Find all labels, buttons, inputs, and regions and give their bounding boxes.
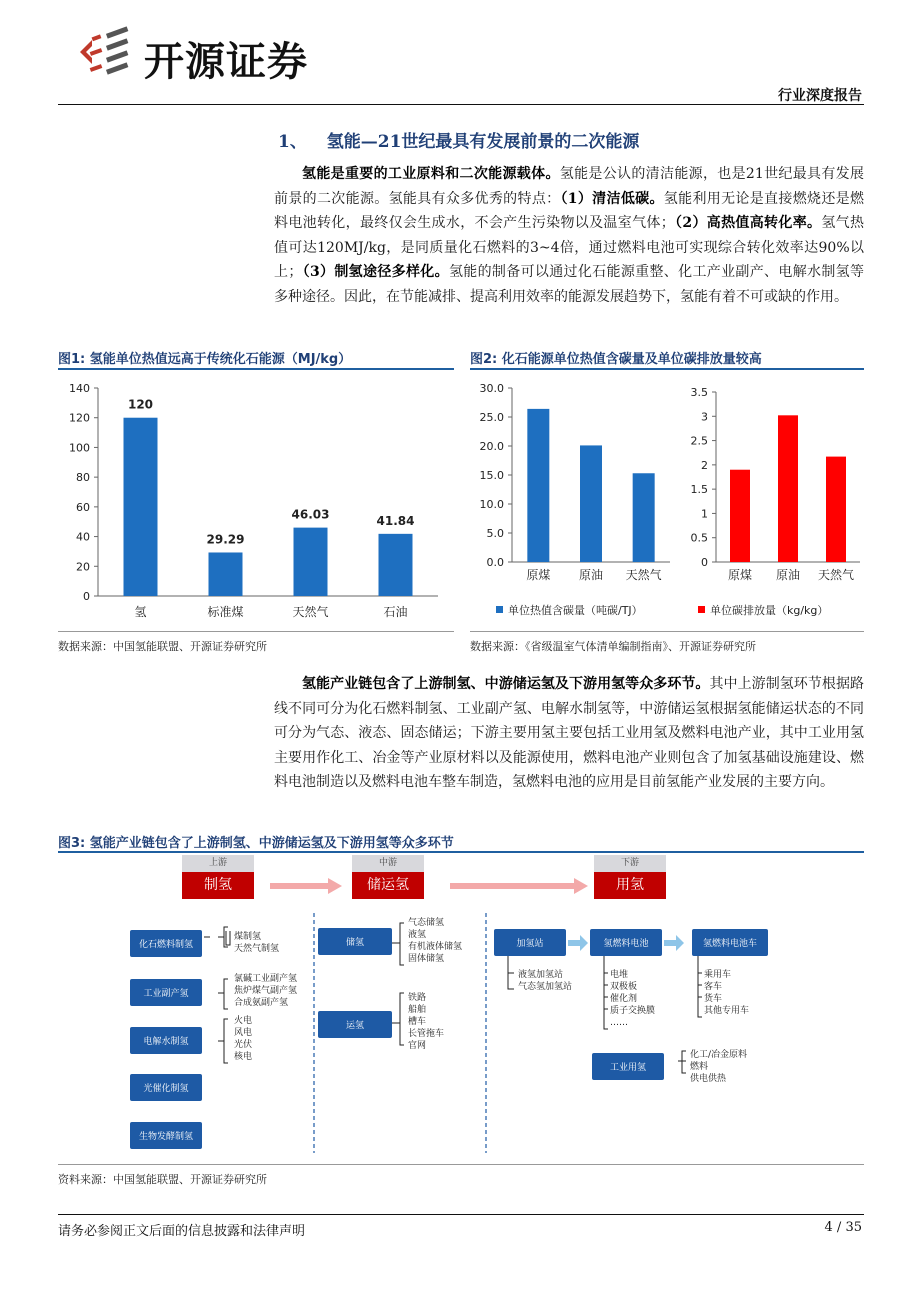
section-title [278,127,639,152]
upstream-photocatalysis: 光催化制氢 [130,1074,202,1101]
fig2-left-tick-label: 20.0 [479,440,504,453]
arrow-midstream-to-downstream-icon [450,878,588,894]
fig1-tick-label: 80 [76,471,90,485]
fig1-tick-label: 140 [69,382,90,395]
header-divider [58,104,864,105]
downstream-station-items: 液氢加氢站 气态氢加氢站 [518,970,573,992]
para1-text4: 氢能的制备可以通过化石能源重整、化工产业副产、电解水制氢等多种途径。因此，在节能减排、提高利用效率的能源发展趋势下，氢能有着不可或缺的作用。 [274,264,865,305]
arrow-fuelcell-to-vehicle-icon [664,935,684,951]
para1-bold1: （1）清洁低碳。 [560,190,664,207]
fig3-source: 资料来源：中国氢能联盟、开源证券研究所 [58,1173,267,1186]
fig2-legend-marker-1 [496,606,503,613]
fig2-right-category-label: 原煤 [727,568,753,582]
fig2-left-tick-label: 15.0 [479,469,504,482]
intro-paragraph [274,162,864,309]
fig2-left-tick-label: 5.0 [486,527,504,540]
fig1-bar [209,552,243,596]
logo-mark-icon [76,22,138,82]
downstream-fuelcell-items: 电堆 双极板 催化剂 质子交换膜 …… [610,970,656,1028]
para1-bold3: （3）制氢途径多样化。 [302,264,449,280]
fig2-right-tick-label: 0.5 [690,531,708,545]
midstream-storage: 储氢 [318,928,392,955]
fig1-bottom-rule [58,631,454,632]
fig2-left-category-label: 天然气 [625,568,662,582]
fig2-left-bar [580,445,602,562]
fig2-left-tick-label: 25.0 [479,411,504,424]
para1-text2: 氢能利用无论是直接燃烧还是燃料电池转化，最终仅会生成水，不会产生污染物以及温室气体； [274,190,864,231]
downstream-industrial: 工业用氢 [592,1053,664,1080]
downstream-station: 加氢站 [494,929,566,956]
fig2-left-tick-label: 0.0 [486,556,504,569]
arrow-upstream-to-midstream-icon [270,878,342,894]
fig1-value-label: 120 [127,397,154,412]
upstream-fossil-items: 煤制氢 天然气制氢 [234,932,280,954]
fig2-chart [470,372,864,630]
para1-bold2: （2）高热值高转化率。 [674,215,822,231]
fig1-tick-label: 20 [76,560,90,574]
fig1-category-label: 氢 [134,605,147,619]
fig1-tick-label: 40 [76,530,90,544]
fig1-category-label: 天然气 [292,605,329,619]
stage-downstream-label: 下游 [594,855,666,872]
stage-midstream-title: 储运氢 [352,872,424,899]
fig2-right-tick-label: 2 [701,458,708,472]
fig2-right-tick-label: 1 [701,507,708,521]
para1-text3: 氢气热值可达120MJ/kg，是同质量化石燃料的3~4倍，通过燃料电池可实现综合转化效率达90%以上； [274,215,865,280]
fig2-title-rule [470,368,864,370]
fig1-title-rule [58,368,454,370]
upstream-byproduct-items: 氯碱工业副产氢 焦炉煤气副产氢 合成氨副产氢 [234,974,298,1008]
arrow-station-to-fuelcell-icon [568,935,588,951]
fig2-right-bar [778,415,798,562]
upstream-electrolysis-items: 火电 风电 光伏 核电 [234,1016,253,1062]
fig2-legend-label-1: 单位热值含碳量（吨碳/TJ） [508,604,643,617]
fig2-right-bar [826,457,846,562]
stage-upstream-title: 制氢 [182,872,254,899]
downstream-fuelcell: 氢燃料电池 [590,929,662,956]
fig2-right-bar [730,470,750,562]
fig2-legend-marker-2 [698,606,705,613]
fig1-source: 数据来源：中国氢能联盟、开源证券研究所 [58,640,267,653]
midstream-transport: 运氢 [318,1011,392,1038]
fig1-tick-label: 0 [83,590,90,603]
downstream-vehicle-items: 乘用车 客车 货车 其他专用车 [704,970,750,1016]
upstream-electrolysis: 电解水制氢 [130,1027,202,1054]
fig2-right-category-label: 原油 [775,568,801,582]
upstream-fossil: 化石燃料制氢 [130,930,202,957]
fig3-bottom-rule [58,1164,864,1165]
fig2-legend-label-2: 单位碳排放量（kg/kg） [710,604,829,617]
fig1-chart [58,372,454,630]
fig2-right-tick-label: 1.5 [690,483,708,497]
para2-text: 其中上游制氢环节根据路线不同可分为化石燃料制氢、工业副产氢、电解水制氢等，中游储运氢根据氢能储运状态的不同可分为气态、液态、固态储运；下游主要用氢主要包括工业用氢及燃料电池产业，其中工业用氢主要用作化工、冶金等产业原材料以及能源使用，燃料电池产业则包含了加氢基础设施建设、燃料电池制造以及燃料电池车整车制造，氢燃料电池的应用是目前氢能产业发展的主要方向。 [274,676,865,790]
section-number: 1、 [278,132,307,152]
downstream-vehicle: 氢燃料电池车 [692,929,768,956]
fig2-right-category-label: 天然气 [817,568,855,582]
midstream-transport-items: 铁路 船舶 槽车 长管拖车 官网 [408,993,445,1051]
fig3-title: 图3: 氢能产业链包含了上游制氢、中游储运氢及下游用氢等众多环节 [58,836,454,851]
section-heading: 氢能—21世纪最具有发展前景的二次能源 [326,132,640,152]
fig2-title: 图2: 化石能源单位热值含碳量及单位碳排放量较高 [470,352,762,367]
fig1-bar [294,528,328,596]
fig1-value-label: 46.03 [291,507,330,522]
fig2-source: 数据来源：《省级温室气体清单编制指南》、开源证券研究所 [470,640,756,653]
fig2-left-tick-label: 10.0 [479,498,504,511]
midstream-storage-items: 气态储氢 液氢 有机液体储氢 固体储氢 [408,918,463,964]
fig2-left-category-label: 原油 [578,568,604,582]
stage-midstream-label: 中游 [352,855,424,872]
fig2-right-tick-label: 3.5 [690,386,708,399]
fig2-right-tick-label: 3 [701,410,708,424]
upstream-fermentation: 生物发酵制氢 [130,1122,202,1149]
fig1-tick-label: 120 [69,411,90,425]
fig1-category-label: 石油 [383,605,408,619]
fig1-tick-label: 60 [76,500,90,514]
chain-paragraph [274,672,864,795]
fig1-value-label: 41.84 [376,513,415,528]
para1-lead: 氢能是重要的工业原料和二次能源载体。 [302,166,560,182]
page-number: 4 / 35 [824,1220,862,1235]
stage-upstream-label: 上游 [182,855,254,872]
brand-name: 开源证券 [144,39,308,85]
industry-chain-diagram [58,853,864,1161]
fig2-bottom-rule [470,631,864,632]
stage-downstream-title: 用氢 [594,872,666,899]
fig2-left-category-label: 原煤 [526,568,551,582]
upstream-byproduct: 工业副产氢 [130,979,202,1006]
report-type: 行业深度报告 [778,88,862,104]
fig1-bar [124,418,158,596]
para1-text1: 氢能是公认的清洁能源，也是21世纪最具有发展前景的二次能源。氢能具有众多优秀的特点： [274,166,864,207]
company-logo [76,22,138,82]
fig2-left-bar [527,409,549,562]
fig2-left-tick-label: 30.0 [479,382,504,395]
fig1-bar [379,534,413,596]
fig1-value-label: 29.29 [206,532,245,547]
para2-lead: 氢能产业链包含了上游制氢、中游储运氢及下游用氢等众多环节。 [302,676,710,692]
footer-disclaimer: 请务必参阅正文后面的信息披露和法律声明 [58,1224,306,1239]
fig2-right-tick-label: 0 [701,556,708,569]
fig1-title: 图1: 氢能单位热值远高于传统化石能源（MJ/kg） [58,352,352,367]
fig1-tick-label: 100 [69,441,90,455]
fig1-category-label: 标准煤 [207,605,244,619]
fig2-left-bar [633,473,655,562]
footer-divider [58,1214,864,1215]
downstream-industrial-items: 化工/冶金原料 燃料 供电供热 [690,1050,748,1084]
fig2-right-tick-label: 2.5 [690,434,708,448]
